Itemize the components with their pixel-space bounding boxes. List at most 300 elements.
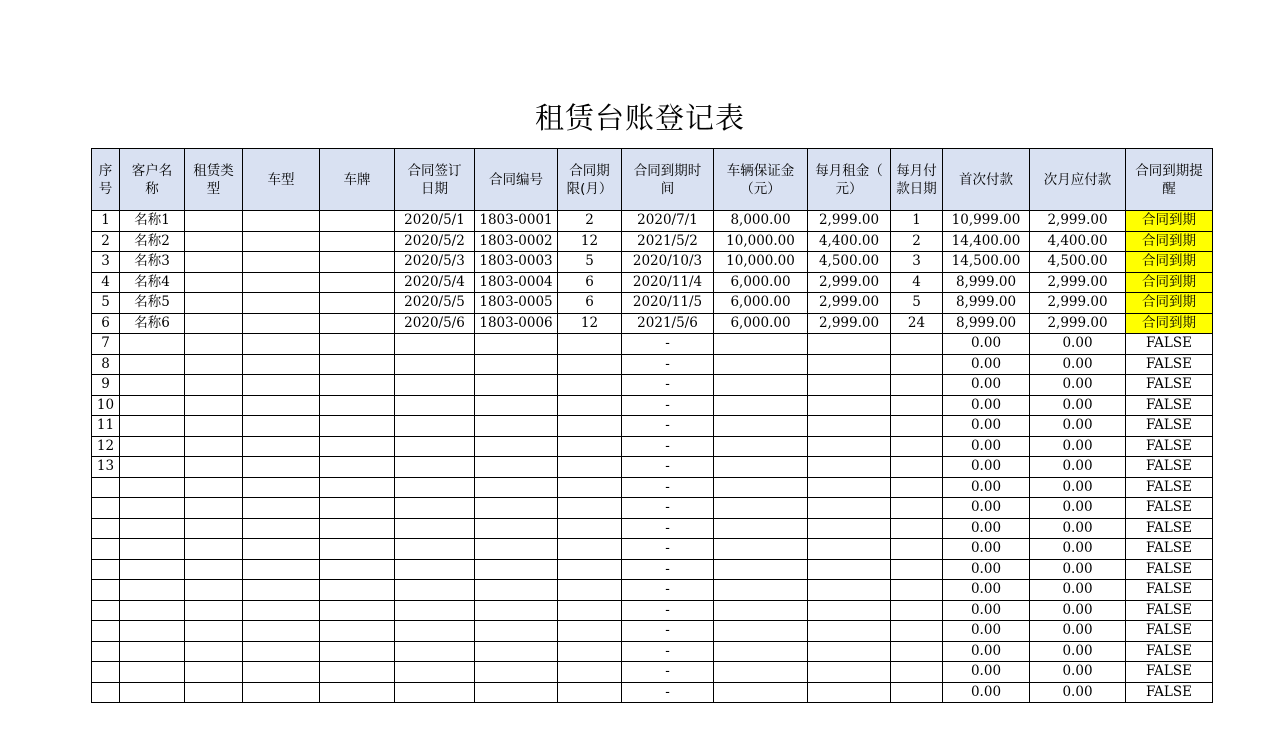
table-cell[interactable] <box>185 682 243 703</box>
table-cell[interactable] <box>243 436 320 457</box>
table-cell[interactable] <box>243 457 320 478</box>
table-cell[interactable] <box>714 600 808 621</box>
table-cell[interactable]: 6,000.00 <box>714 313 808 334</box>
table-cell[interactable]: FALSE <box>1126 641 1213 662</box>
table-cell[interactable]: 2,999.00 <box>808 211 891 232</box>
table-cell[interactable] <box>558 621 622 642</box>
table-cell[interactable] <box>243 211 320 232</box>
table-cell[interactable] <box>714 539 808 560</box>
table-cell[interactable] <box>320 477 395 498</box>
table-cell[interactable] <box>185 580 243 601</box>
table-cell[interactable]: 合同到期 <box>1126 252 1213 273</box>
table-cell[interactable]: FALSE <box>1126 559 1213 580</box>
table-cell[interactable]: 0.00 <box>943 682 1030 703</box>
table-cell[interactable]: 6 <box>92 313 120 334</box>
table-cell[interactable]: 0.00 <box>1030 375 1126 396</box>
table-cell[interactable]: 1 <box>891 211 943 232</box>
table-cell[interactable] <box>395 580 475 601</box>
table-cell[interactable]: 2020/11/5 <box>622 293 714 314</box>
table-cell[interactable] <box>320 334 395 355</box>
table-cell[interactable] <box>475 416 558 437</box>
table-cell[interactable]: - <box>622 518 714 539</box>
table-cell[interactable] <box>808 580 891 601</box>
table-cell[interactable]: 0.00 <box>1030 641 1126 662</box>
table-cell[interactable]: - <box>622 436 714 457</box>
table-cell[interactable] <box>243 395 320 416</box>
table-cell[interactable]: 8,999.00 <box>943 293 1030 314</box>
table-cell[interactable]: 名称4 <box>120 272 185 293</box>
table-cell[interactable] <box>320 600 395 621</box>
table-cell[interactable] <box>92 600 120 621</box>
table-cell[interactable] <box>92 580 120 601</box>
table-cell[interactable] <box>714 662 808 683</box>
table-cell[interactable] <box>808 354 891 375</box>
table-cell[interactable]: 12 <box>558 313 622 334</box>
table-cell[interactable] <box>808 662 891 683</box>
table-cell[interactable] <box>92 682 120 703</box>
table-cell[interactable] <box>714 621 808 642</box>
table-cell[interactable] <box>320 313 395 334</box>
table-cell[interactable] <box>185 641 243 662</box>
table-cell[interactable]: 4,500.00 <box>1030 252 1126 273</box>
table-cell[interactable]: - <box>622 539 714 560</box>
table-cell[interactable] <box>120 600 185 621</box>
table-cell[interactable]: 14,500.00 <box>943 252 1030 273</box>
table-cell[interactable]: 1803-0004 <box>475 272 558 293</box>
table-cell[interactable] <box>808 395 891 416</box>
table-cell[interactable]: 4,400.00 <box>808 231 891 252</box>
table-cell[interactable] <box>395 457 475 478</box>
table-cell[interactable] <box>120 395 185 416</box>
table-cell[interactable] <box>120 580 185 601</box>
table-cell[interactable] <box>320 252 395 273</box>
table-cell[interactable] <box>185 334 243 355</box>
table-cell[interactable]: 名称3 <box>120 252 185 273</box>
table-cell[interactable] <box>185 477 243 498</box>
table-cell[interactable]: 2 <box>891 231 943 252</box>
table-cell[interactable] <box>395 662 475 683</box>
table-cell[interactable] <box>891 498 943 519</box>
table-cell[interactable] <box>120 436 185 457</box>
table-cell[interactable] <box>120 621 185 642</box>
table-cell[interactable]: FALSE <box>1126 662 1213 683</box>
table-cell[interactable]: 0.00 <box>943 641 1030 662</box>
table-cell[interactable]: 名称2 <box>120 231 185 252</box>
table-cell[interactable]: - <box>622 641 714 662</box>
table-cell[interactable]: 2 <box>92 231 120 252</box>
table-cell[interactable]: 0.00 <box>943 436 1030 457</box>
table-cell[interactable]: 2 <box>558 211 622 232</box>
table-cell[interactable] <box>891 436 943 457</box>
table-cell[interactable] <box>714 498 808 519</box>
table-cell[interactable] <box>395 641 475 662</box>
table-cell[interactable] <box>558 395 622 416</box>
table-cell[interactable] <box>185 272 243 293</box>
table-cell[interactable] <box>320 375 395 396</box>
table-cell[interactable] <box>395 395 475 416</box>
table-cell[interactable] <box>558 518 622 539</box>
table-cell[interactable]: - <box>622 580 714 601</box>
table-cell[interactable]: 0.00 <box>943 518 1030 539</box>
table-cell[interactable]: 6 <box>558 272 622 293</box>
table-cell[interactable] <box>243 621 320 642</box>
table-cell[interactable] <box>558 498 622 519</box>
table-cell[interactable] <box>891 375 943 396</box>
table-cell[interactable] <box>92 559 120 580</box>
table-cell[interactable] <box>243 272 320 293</box>
table-cell[interactable]: 2,999.00 <box>1030 272 1126 293</box>
table-cell[interactable] <box>558 641 622 662</box>
table-cell[interactable] <box>185 252 243 273</box>
table-cell[interactable] <box>320 621 395 642</box>
table-cell[interactable] <box>714 457 808 478</box>
table-cell[interactable] <box>475 621 558 642</box>
table-cell[interactable]: FALSE <box>1126 354 1213 375</box>
table-cell[interactable]: 0.00 <box>1030 621 1126 642</box>
table-cell[interactable]: 7 <box>92 334 120 355</box>
table-cell[interactable] <box>243 334 320 355</box>
table-cell[interactable] <box>120 375 185 396</box>
table-cell[interactable] <box>185 231 243 252</box>
table-cell[interactable]: 14,400.00 <box>943 231 1030 252</box>
table-cell[interactable] <box>891 662 943 683</box>
table-cell[interactable]: 4 <box>891 272 943 293</box>
table-cell[interactable]: - <box>622 498 714 519</box>
table-cell[interactable]: 合同到期 <box>1126 293 1213 314</box>
table-cell[interactable]: 0.00 <box>943 354 1030 375</box>
table-cell[interactable]: 5 <box>891 293 943 314</box>
table-cell[interactable] <box>808 600 891 621</box>
table-cell[interactable] <box>320 211 395 232</box>
table-cell[interactable] <box>185 293 243 314</box>
table-cell[interactable]: - <box>622 477 714 498</box>
table-cell[interactable] <box>558 416 622 437</box>
table-cell[interactable]: 0.00 <box>943 621 1030 642</box>
table-cell[interactable]: 2,999.00 <box>1030 211 1126 232</box>
table-cell[interactable]: 0.00 <box>1030 395 1126 416</box>
table-cell[interactable] <box>395 477 475 498</box>
table-cell[interactable] <box>120 334 185 355</box>
table-cell[interactable] <box>243 580 320 601</box>
table-cell[interactable]: FALSE <box>1126 600 1213 621</box>
table-cell[interactable] <box>320 662 395 683</box>
table-cell[interactable] <box>808 539 891 560</box>
table-cell[interactable]: - <box>622 682 714 703</box>
table-cell[interactable]: 8,000.00 <box>714 211 808 232</box>
table-cell[interactable] <box>395 436 475 457</box>
table-cell[interactable] <box>558 354 622 375</box>
table-cell[interactable]: 0.00 <box>1030 477 1126 498</box>
table-cell[interactable] <box>320 641 395 662</box>
table-cell[interactable] <box>185 395 243 416</box>
table-cell[interactable] <box>185 498 243 519</box>
table-cell[interactable] <box>891 457 943 478</box>
table-cell[interactable] <box>475 334 558 355</box>
table-cell[interactable]: 2,999.00 <box>808 313 891 334</box>
table-cell[interactable]: 1 <box>92 211 120 232</box>
table-cell[interactable] <box>475 559 558 580</box>
table-cell[interactable]: 合同到期 <box>1126 211 1213 232</box>
table-cell[interactable]: 0.00 <box>943 416 1030 437</box>
table-cell[interactable] <box>243 498 320 519</box>
table-cell[interactable] <box>714 395 808 416</box>
table-cell[interactable] <box>185 621 243 642</box>
table-cell[interactable] <box>558 682 622 703</box>
table-cell[interactable]: - <box>622 416 714 437</box>
table-cell[interactable]: 10,000.00 <box>714 252 808 273</box>
table-cell[interactable] <box>714 559 808 580</box>
table-cell[interactable] <box>185 375 243 396</box>
table-cell[interactable] <box>320 436 395 457</box>
table-cell[interactable] <box>185 539 243 560</box>
table-cell[interactable]: 8,999.00 <box>943 272 1030 293</box>
table-cell[interactable] <box>558 375 622 396</box>
table-cell[interactable] <box>243 293 320 314</box>
table-cell[interactable]: - <box>622 621 714 642</box>
table-cell[interactable] <box>395 518 475 539</box>
table-cell[interactable] <box>395 334 475 355</box>
table-cell[interactable]: 0.00 <box>943 477 1030 498</box>
table-cell[interactable]: 3 <box>891 252 943 273</box>
table-cell[interactable]: FALSE <box>1126 416 1213 437</box>
table-cell[interactable]: FALSE <box>1126 477 1213 498</box>
table-cell[interactable]: 8 <box>92 354 120 375</box>
table-cell[interactable] <box>558 662 622 683</box>
table-cell[interactable] <box>120 662 185 683</box>
table-cell[interactable]: 10,000.00 <box>714 231 808 252</box>
table-cell[interactable] <box>395 682 475 703</box>
table-cell[interactable]: FALSE <box>1126 539 1213 560</box>
table-cell[interactable]: 9 <box>92 375 120 396</box>
table-cell[interactable] <box>808 559 891 580</box>
table-cell[interactable] <box>120 477 185 498</box>
table-cell[interactable] <box>120 498 185 519</box>
table-cell[interactable]: 2020/5/1 <box>395 211 475 232</box>
table-cell[interactable]: 0.00 <box>1030 436 1126 457</box>
table-cell[interactable] <box>475 539 558 560</box>
table-cell[interactable] <box>891 416 943 437</box>
table-cell[interactable] <box>243 600 320 621</box>
table-cell[interactable]: 4,500.00 <box>808 252 891 273</box>
table-cell[interactable] <box>891 621 943 642</box>
table-cell[interactable] <box>243 662 320 683</box>
table-cell[interactable] <box>185 436 243 457</box>
table-cell[interactable]: FALSE <box>1126 436 1213 457</box>
table-cell[interactable]: 0.00 <box>943 559 1030 580</box>
table-cell[interactable] <box>475 641 558 662</box>
table-cell[interactable]: 2020/7/1 <box>622 211 714 232</box>
table-cell[interactable] <box>475 600 558 621</box>
table-cell[interactable] <box>475 580 558 601</box>
table-cell[interactable] <box>243 252 320 273</box>
table-cell[interactable]: 1803-0006 <box>475 313 558 334</box>
table-cell[interactable]: 2,999.00 <box>1030 313 1126 334</box>
table-cell[interactable]: 6 <box>558 293 622 314</box>
table-cell[interactable] <box>714 580 808 601</box>
table-cell[interactable] <box>185 354 243 375</box>
table-cell[interactable] <box>808 334 891 355</box>
table-cell[interactable] <box>475 682 558 703</box>
table-cell[interactable] <box>891 539 943 560</box>
table-cell[interactable] <box>243 539 320 560</box>
table-cell[interactable]: 0.00 <box>943 580 1030 601</box>
table-cell[interactable]: 名称6 <box>120 313 185 334</box>
table-cell[interactable] <box>891 477 943 498</box>
table-cell[interactable] <box>808 518 891 539</box>
table-cell[interactable]: FALSE <box>1126 375 1213 396</box>
table-cell[interactable] <box>185 457 243 478</box>
table-cell[interactable] <box>891 559 943 580</box>
table-cell[interactable] <box>558 539 622 560</box>
table-cell[interactable] <box>185 211 243 232</box>
table-cell[interactable] <box>891 354 943 375</box>
table-cell[interactable]: 0.00 <box>943 457 1030 478</box>
table-cell[interactable] <box>320 354 395 375</box>
table-cell[interactable] <box>320 518 395 539</box>
table-cell[interactable] <box>243 518 320 539</box>
table-cell[interactable] <box>714 518 808 539</box>
table-cell[interactable] <box>475 457 558 478</box>
table-cell[interactable]: 4,400.00 <box>1030 231 1126 252</box>
table-cell[interactable] <box>475 477 558 498</box>
table-cell[interactable]: 2020/10/3 <box>622 252 714 273</box>
table-cell[interactable] <box>395 375 475 396</box>
table-cell[interactable] <box>185 518 243 539</box>
table-cell[interactable]: 13 <box>92 457 120 478</box>
table-cell[interactable] <box>808 621 891 642</box>
table-cell[interactable]: 合同到期 <box>1126 231 1213 252</box>
table-cell[interactable] <box>120 539 185 560</box>
table-cell[interactable] <box>320 416 395 437</box>
table-cell[interactable] <box>120 518 185 539</box>
table-cell[interactable] <box>320 231 395 252</box>
table-cell[interactable]: 1803-0005 <box>475 293 558 314</box>
table-cell[interactable]: 2020/11/4 <box>622 272 714 293</box>
table-cell[interactable] <box>395 498 475 519</box>
table-cell[interactable] <box>808 641 891 662</box>
table-cell[interactable] <box>714 334 808 355</box>
table-cell[interactable]: 12 <box>558 231 622 252</box>
table-cell[interactable]: 0.00 <box>1030 600 1126 621</box>
table-cell[interactable] <box>475 395 558 416</box>
table-cell[interactable]: - <box>622 354 714 375</box>
table-cell[interactable]: 0.00 <box>1030 498 1126 519</box>
table-cell[interactable]: 0.00 <box>943 395 1030 416</box>
table-cell[interactable] <box>185 662 243 683</box>
table-cell[interactable]: 2020/5/4 <box>395 272 475 293</box>
table-cell[interactable]: 12 <box>92 436 120 457</box>
table-cell[interactable] <box>92 641 120 662</box>
table-cell[interactable] <box>714 641 808 662</box>
table-cell[interactable] <box>120 457 185 478</box>
table-cell[interactable] <box>475 518 558 539</box>
table-cell[interactable] <box>92 539 120 560</box>
table-cell[interactable] <box>475 436 558 457</box>
table-cell[interactable] <box>320 682 395 703</box>
table-cell[interactable] <box>808 436 891 457</box>
table-cell[interactable]: 4 <box>92 272 120 293</box>
table-cell[interactable]: FALSE <box>1126 498 1213 519</box>
table-cell[interactable] <box>475 354 558 375</box>
table-cell[interactable]: 0.00 <box>1030 682 1126 703</box>
table-cell[interactable] <box>808 416 891 437</box>
table-cell[interactable]: 2021/5/2 <box>622 231 714 252</box>
table-cell[interactable] <box>395 354 475 375</box>
table-cell[interactable] <box>320 293 395 314</box>
table-cell[interactable] <box>808 457 891 478</box>
table-cell[interactable] <box>320 395 395 416</box>
table-cell[interactable] <box>120 354 185 375</box>
table-cell[interactable] <box>320 457 395 478</box>
table-cell[interactable] <box>185 313 243 334</box>
table-cell[interactable] <box>243 313 320 334</box>
table-cell[interactable] <box>891 641 943 662</box>
table-cell[interactable] <box>120 682 185 703</box>
table-cell[interactable] <box>243 641 320 662</box>
table-cell[interactable]: 0.00 <box>1030 539 1126 560</box>
table-cell[interactable]: 11 <box>92 416 120 437</box>
table-cell[interactable]: FALSE <box>1126 682 1213 703</box>
table-cell[interactable] <box>558 600 622 621</box>
table-cell[interactable] <box>243 416 320 437</box>
table-cell[interactable] <box>558 457 622 478</box>
table-cell[interactable]: 0.00 <box>1030 580 1126 601</box>
table-cell[interactable] <box>243 559 320 580</box>
table-cell[interactable]: - <box>622 395 714 416</box>
table-cell[interactable]: 24 <box>891 313 943 334</box>
table-cell[interactable]: - <box>622 375 714 396</box>
table-cell[interactable]: FALSE <box>1126 334 1213 355</box>
table-cell[interactable]: - <box>622 559 714 580</box>
table-cell[interactable]: 1803-0003 <box>475 252 558 273</box>
table-cell[interactable] <box>120 416 185 437</box>
table-cell[interactable] <box>891 334 943 355</box>
table-cell[interactable] <box>558 559 622 580</box>
table-cell[interactable] <box>243 682 320 703</box>
table-cell[interactable]: 10 <box>92 395 120 416</box>
table-cell[interactable]: FALSE <box>1126 621 1213 642</box>
table-cell[interactable]: 0.00 <box>943 375 1030 396</box>
table-cell[interactable] <box>808 375 891 396</box>
table-cell[interactable] <box>714 436 808 457</box>
table-cell[interactable]: - <box>622 600 714 621</box>
table-cell[interactable]: 合同到期 <box>1126 272 1213 293</box>
table-cell[interactable] <box>92 498 120 519</box>
table-cell[interactable] <box>320 498 395 519</box>
table-cell[interactable] <box>185 600 243 621</box>
table-cell[interactable]: 5 <box>558 252 622 273</box>
table-cell[interactable] <box>395 416 475 437</box>
table-cell[interactable] <box>714 416 808 437</box>
table-cell[interactable]: 0.00 <box>943 498 1030 519</box>
table-cell[interactable]: FALSE <box>1126 518 1213 539</box>
table-cell[interactable] <box>714 354 808 375</box>
table-cell[interactable]: 0.00 <box>1030 518 1126 539</box>
table-cell[interactable]: - <box>622 457 714 478</box>
table-cell[interactable]: 2,999.00 <box>808 272 891 293</box>
table-cell[interactable] <box>120 559 185 580</box>
table-cell[interactable] <box>120 641 185 662</box>
table-cell[interactable]: 0.00 <box>943 600 1030 621</box>
table-cell[interactable] <box>92 477 120 498</box>
table-cell[interactable] <box>714 682 808 703</box>
table-cell[interactable] <box>185 416 243 437</box>
table-cell[interactable] <box>808 682 891 703</box>
table-cell[interactable] <box>891 600 943 621</box>
table-cell[interactable] <box>320 580 395 601</box>
table-cell[interactable] <box>558 436 622 457</box>
table-cell[interactable]: 1803-0002 <box>475 231 558 252</box>
